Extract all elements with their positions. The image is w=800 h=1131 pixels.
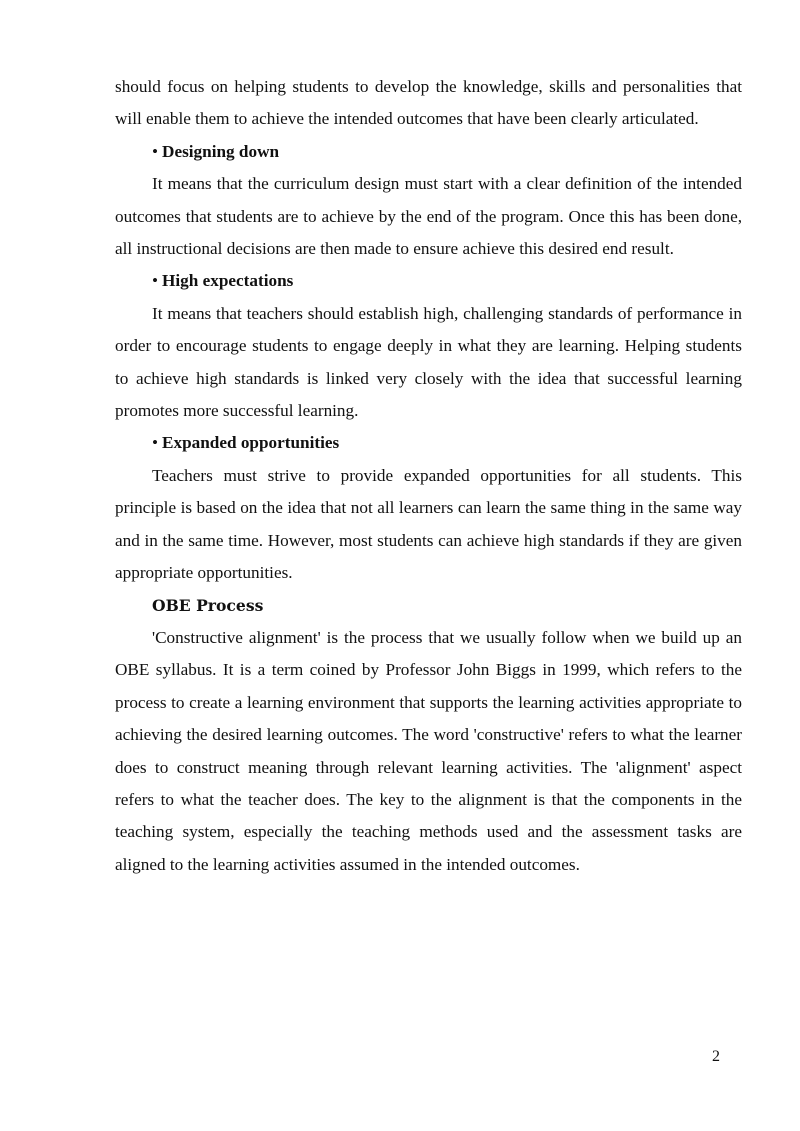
heading-text: High expectations <box>162 271 294 291</box>
intro-paragraph: should focus on helping students to develop the knowledge, skills and personalities that will enable them to achieve the intended outcomes that have been clearly articulated. <box>115 77 742 129</box>
bullet-icon: • <box>152 141 159 161</box>
heading-text: Designing down <box>162 141 280 161</box>
paragraph-obe-process: 'Constructive alignment' is the process that we usually follow when we build up an OBE syllabus. It is a term coined by Professor John Biggs in 1999, which refers to the process to create a learning environment that supports the learning activities appropriate to achieving the desired learning outcomes. The word 'constructive' refers to what the learner does to construct meaning through relevant learning activities. The 'alignment' aspect refers to what the teacher does. The key to the alignment is that the components in the teaching system, especially the teaching methods used and the assessment tasks are aligned to the learning activities assumed in the intended outcomes. <box>115 627 742 874</box>
heading-high-expectations <box>115 265 742 297</box>
heading-designing-down <box>115 136 742 168</box>
heading-obe-process: OBE Process <box>152 595 264 615</box>
bullet-icon: • <box>152 433 159 453</box>
paragraph-designing-down: It means that the curriculum design must start with a clear definition of the intended outcomes that students are to achieve by the end of the program. Once this has been done, all instructional decisions are then made to ensure achieve this desired end result. <box>115 174 742 259</box>
document-body <box>115 71 742 881</box>
bullet-icon: • <box>152 271 159 291</box>
heading-expanded-opportunities <box>115 427 742 459</box>
paragraph-expanded-opportunities: Teachers must strive to provide expanded opportunities for all students. This principle is based on the idea that not all learners can learn the same thing in the same way and in the same time. However, most students can achieve high standards if they are given appropriate opportunities. <box>115 465 742 583</box>
page-number: 2 <box>712 1048 720 1065</box>
heading-text: Expanded opportunities <box>162 433 340 453</box>
paragraph-high-expectations: It means that teachers should establish high, challenging standards of performance in order to encourage students to engage deeply in what they are learning. Helping students to achieve high standards is linked very closely with the idea that successful learning promotes more successful learning. <box>115 303 742 421</box>
